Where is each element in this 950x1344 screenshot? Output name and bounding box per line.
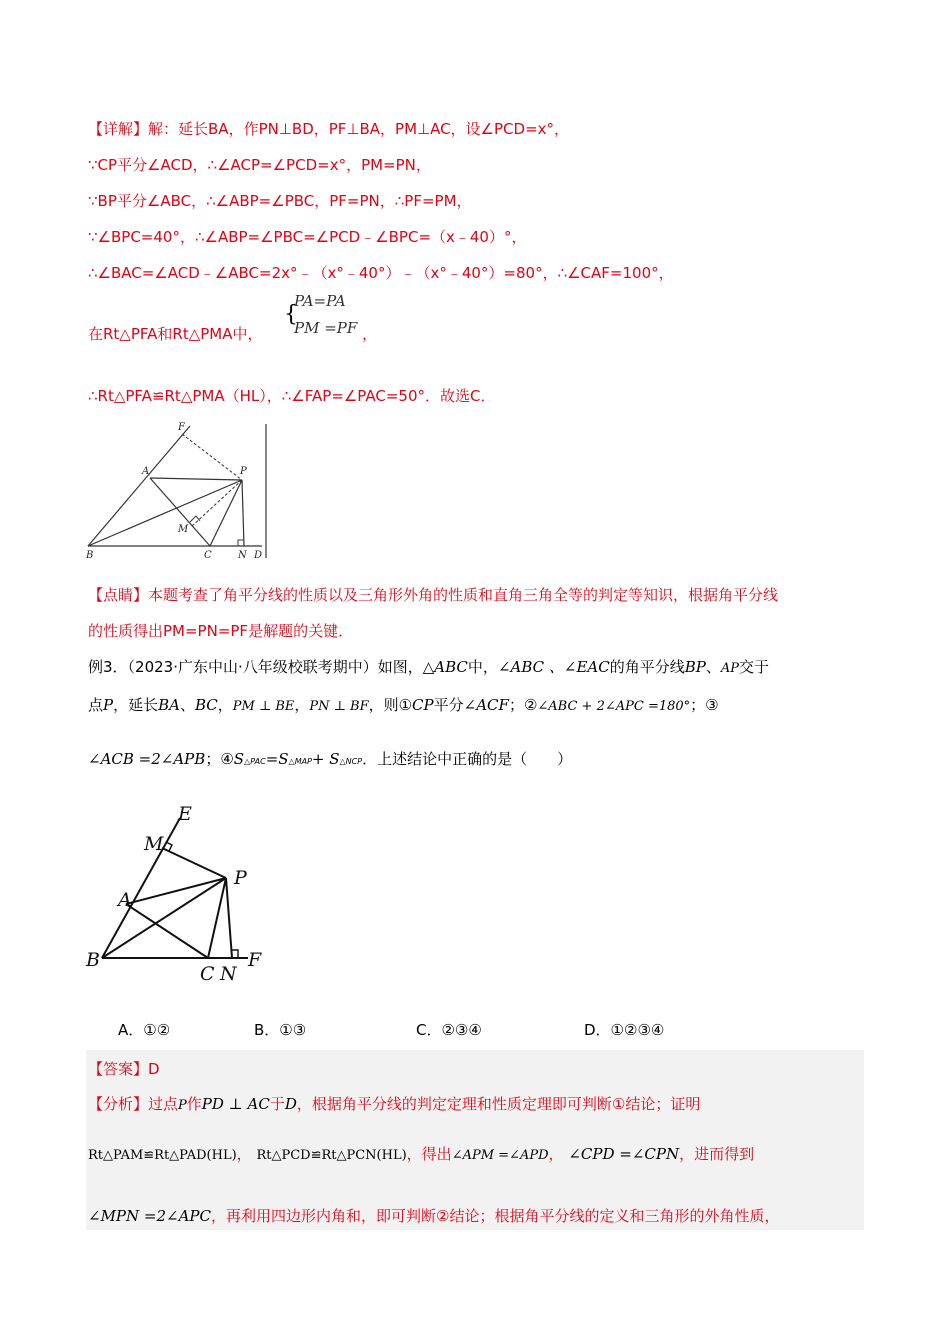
example-text: ；④: [205, 750, 234, 768]
line-mp: [162, 848, 226, 878]
line-cp: [208, 878, 226, 958]
example-text: ，延长: [113, 696, 159, 714]
math-angle-eq-3: ∠MPN =2∠APC: [88, 1207, 211, 1225]
math-s: =S: [265, 750, 289, 768]
detail-line-7: ∴Rt△PFA≌Rt△PMA（HL），∴∠FAP=∠PAC=50°．故选C．: [88, 387, 496, 405]
right-angle-m: [190, 516, 200, 522]
math-acf: ∠ACF: [463, 696, 509, 714]
math-angles: ∠ABC 、∠EAC: [497, 658, 610, 676]
comment-text-1: 本题考查了角平分线的性质以及三角形外角的性质和直角三角全等的判定等知识，根据角平分线: [148, 586, 779, 604]
example-text: ．上述结论中正确的是（ ）: [362, 750, 573, 768]
equation-system: [284, 288, 364, 348]
answer-tag: 【答案】: [88, 1060, 149, 1078]
line-ac: [150, 478, 210, 546]
figure-2: [84, 800, 274, 985]
analysis-text: ，: [236, 1145, 252, 1163]
example-text: 平分: [433, 696, 464, 714]
analysis-text: ，进而得到: [679, 1145, 755, 1163]
option-d[interactable]: D．①②③④: [584, 1021, 665, 1039]
example-text: 例3．（2023·广东中山·八年级校联考期中）如图，: [88, 658, 423, 676]
example-line-2: [88, 694, 719, 715]
detail-line-2: ∵CP平分∠ACD，∴∠ACP=∠PCD=x°，PM=PN，: [88, 156, 431, 174]
label-e: E: [178, 803, 192, 825]
label-a: A: [142, 466, 150, 477]
example-text: ；③: [690, 696, 719, 714]
detail-text-6: 在Rt△PFA和Rt△PMA中，: [88, 325, 263, 343]
comment-line-1: [88, 584, 778, 605]
system-row-1: PA=PA: [294, 292, 346, 310]
example-text: 点: [88, 696, 104, 714]
figure-1: [84, 420, 274, 562]
math-sub: △PAC: [244, 757, 266, 766]
example-text: ，: [217, 696, 233, 714]
line-bp: [88, 480, 242, 546]
analysis-line-3: [88, 1205, 779, 1226]
math-bc: BC: [195, 696, 218, 714]
line-bf: [88, 426, 190, 546]
math-sub: △MAP: [288, 757, 312, 766]
brace: {: [284, 302, 298, 327]
label-m: M: [144, 833, 164, 855]
label-f: F: [248, 949, 262, 971]
label-p: P: [240, 466, 247, 477]
math-pd-perp: PD ⊥ AC: [201, 1095, 270, 1113]
example-text: ，: [294, 696, 310, 714]
label-b: B: [86, 949, 100, 971]
math-p: P: [103, 696, 114, 714]
math-pm-perp: PM ⊥ BE: [232, 699, 295, 714]
line-cp: [210, 480, 242, 546]
analysis-line-2: [88, 1143, 754, 1164]
math-sub: △NCP: [339, 757, 363, 766]
example-line-1: [88, 656, 769, 677]
math-congruence-2: Rt△PCD≌Rt△PCN(HL): [256, 1148, 407, 1163]
math-statement-2: ∠ABC + 2∠APC =180°: [537, 699, 691, 714]
example-text: 中，: [467, 658, 498, 676]
detail-line-6-suffix: ，: [362, 325, 378, 343]
analysis-text: ，根据角平分线的判定定理和性质定理即可判断①结论；证明: [296, 1095, 701, 1113]
analysis-text: ，再利用四边形内角和，即可判断②结论；根据角平分线的定义和三角形的外角性质，: [211, 1207, 780, 1225]
analysis-text: 作: [186, 1095, 202, 1113]
math-d: D: [284, 1095, 297, 1113]
line-pn: [226, 878, 232, 958]
detail-tag: 【详解】: [88, 120, 149, 138]
line-ac: [126, 904, 208, 958]
option-c[interactable]: C．②③④: [416, 1021, 482, 1039]
math-statement-3: ∠ACB =2∠APB: [88, 750, 206, 768]
analysis-line-1: [88, 1093, 700, 1114]
option-b[interactable]: B．①③: [254, 1021, 307, 1039]
example-text: 、: [705, 658, 721, 676]
math-pn-perp: PN ⊥ BF: [309, 699, 369, 714]
detail-line-6: [88, 323, 263, 344]
analysis-text: 过点: [148, 1095, 179, 1113]
math-cp: CP: [412, 696, 434, 714]
label-a: A: [118, 889, 132, 911]
example-text: 、: [179, 696, 195, 714]
analysis-text: ，: [548, 1145, 564, 1163]
analysis-text: ，得出: [406, 1145, 452, 1163]
analysis-tag: 【分析】: [88, 1095, 149, 1113]
comment-line-2: 的性质得出PM=PN=PF是解题的关键．: [88, 622, 354, 640]
example-text: ；②: [508, 696, 538, 714]
line-be: [102, 818, 180, 958]
analysis-box: [86, 1050, 864, 1230]
label-d: D: [254, 550, 263, 561]
math-p: P: [178, 1098, 187, 1113]
detail-line-1: [88, 118, 569, 139]
math-bp: BP: [684, 658, 706, 676]
line-pn: [242, 480, 244, 546]
label-n: N: [220, 963, 237, 985]
example-text: ，则①: [368, 696, 413, 714]
label-f: F: [178, 422, 185, 433]
right-angle-n: [238, 540, 244, 546]
line-pm: [192, 480, 242, 526]
label-b: B: [86, 550, 94, 561]
math-angle-eq-2: ∠CPD =∠CPN: [568, 1145, 680, 1163]
system-row-2: PM =PF: [294, 319, 358, 337]
example-text: 的角平分线: [609, 658, 685, 676]
label-c: C: [200, 963, 215, 985]
example-line-3: [88, 748, 572, 769]
comment-tag: 【点睛】: [88, 586, 149, 604]
detail-line-4: ∵∠BPC=40°，∴∠ABP=∠PBC=∠PCD﹣∠BPC=（x﹣40）°，: [88, 228, 527, 246]
line-pf: [182, 434, 242, 480]
math-s: S: [233, 750, 245, 768]
analysis-text: 于: [269, 1095, 285, 1113]
math-angle-eq-1: ∠APM =∠APD: [451, 1148, 549, 1163]
option-a[interactable]: A．①②: [118, 1021, 171, 1039]
detail-line-5: ∴∠BAC=∠ACD﹣∠ABC=2x°﹣（x°﹣40°）﹣（x°﹣40°）=80°，∴∠CAF=100°，: [88, 264, 674, 282]
math-triangle: △ABC: [422, 658, 468, 676]
answer-line: [88, 1058, 160, 1079]
math-ba: BA: [158, 696, 180, 714]
line-ap: [126, 878, 226, 904]
detail-line-3: ∵BP平分∠ABC，∴∠ABP=∠PBC，PF=PN，∴PF=PM，: [88, 192, 472, 210]
math-ap: AP: [720, 661, 740, 676]
math-s: + S: [311, 750, 340, 768]
detail-text-1: 解：延长BA，作PN⊥BD，PF⊥BA，PM⊥AC，设∠PCD=x°，: [148, 120, 570, 138]
label-p: P: [234, 867, 247, 889]
label-n: N: [238, 550, 247, 561]
line-ap: [150, 478, 242, 480]
answer-value: D: [148, 1060, 160, 1078]
math-congruence-1: Rt△PAM≌Rt△PAD(HL): [88, 1148, 237, 1163]
label-c: C: [204, 550, 212, 561]
example-text: 交于: [739, 658, 770, 676]
label-m: M: [178, 524, 189, 535]
